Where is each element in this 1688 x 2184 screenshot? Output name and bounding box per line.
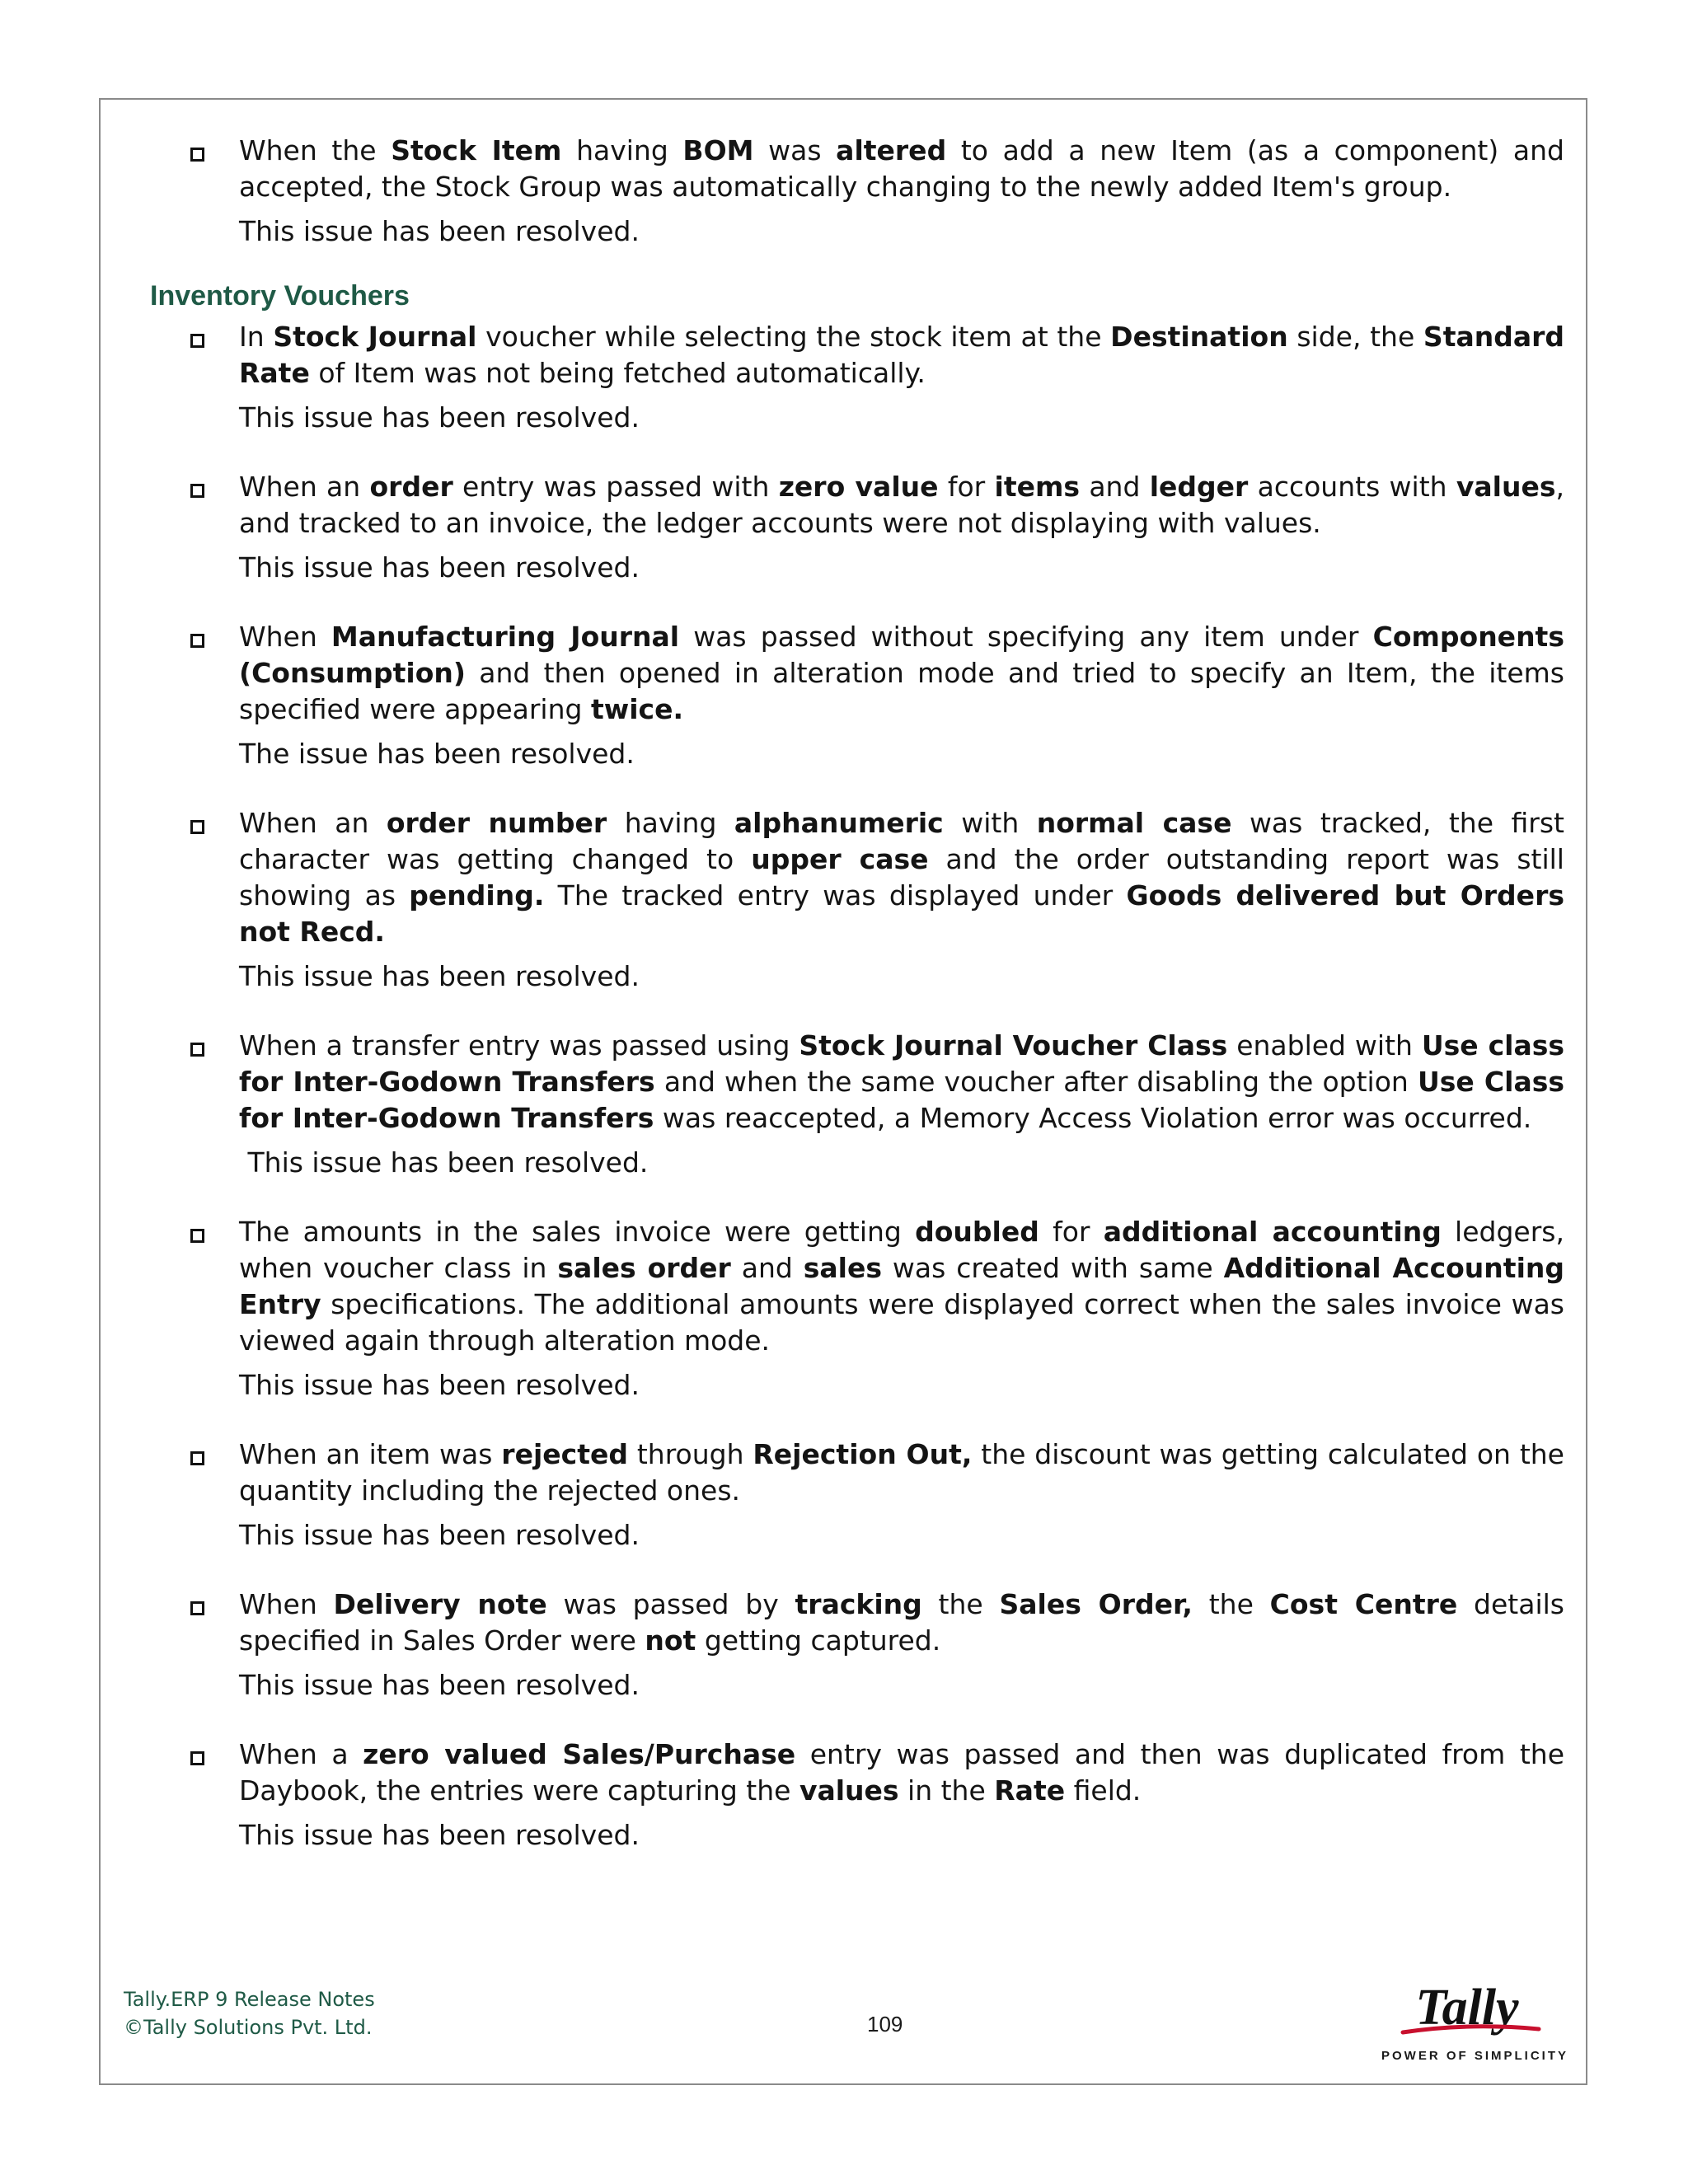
resolution-text: This issue has been resolved. [239,1369,640,1401]
square-bullet-icon [190,1229,204,1243]
issue-text: When a zero valued Sales/Purchase entry was passed and then was duplicated from the Daybook, the entries were capturing the values in the Rate field. [239,1738,1564,1807]
issue-text: When a transfer entry was passed using Stock Journal Voucher Class enabled with Use class for Inter-Godown Transfers and when the same voucher after disabling the option Use Class for Inter-Godown Transfers was reaccepted, a Memory Access Violation error was occurred. [239,1029,1565,1134]
list-item [150,319,1564,436]
page-content [150,133,1564,1854]
square-bullet-icon [190,148,204,162]
resolution-text: This issue has been resolved. [239,1669,640,1701]
square-bullet-icon [190,1601,204,1615]
issue-text: When the Stock Item having BOM was altered to add a new Item (as a component) and accepted, the Stock Group was automatically changing to the newly added Item's group. [239,134,1564,203]
page-number: 109 [867,2012,903,2036]
logo-wordmark: Tally [1415,1980,1519,2036]
list-item [150,133,1564,250]
square-bullet-icon [190,334,204,348]
section-heading: Inventory Vouchers [150,280,410,312]
issue-text: The amounts in the sales invoice were getting doubled for additional accounting ledgers, when voucher class in sales order and sales was created with same Additional Accounting Entry specifications. The additional amounts were displayed correct when the sales invoice was viewed again through alteration mode. [239,1216,1564,1357]
footer-copyright: ©Tally Solutions Pvt. Ltd. [124,2016,373,2039]
footer-notes [124,1985,375,2041]
tally-logo-icon [1370,1975,1568,2053]
issue-text: In Stock Journal voucher while selecting the stock item at the Destination side, the Standard Rate of Item was not being fetched automatically. [239,321,1565,389]
resolution-text: This issue has been resolved. [239,551,640,583]
issue-text: When an item was rejected through Rejection Out, the discount was getting calculated on the quantity including the rejected ones. [239,1438,1564,1507]
top-issue-list [150,133,1564,250]
list-item [150,1214,1564,1404]
footer-title: Tally.ERP 9 Release Notes [124,1988,375,2011]
page-frame [99,98,1587,2085]
resolution-text: This issue has been resolved. [239,1146,649,1179]
square-bullet-icon [190,820,204,834]
resolution-text: The issue has been resolved. [239,738,635,770]
list-item [150,1586,1564,1704]
resolution-text: This issue has been resolved. [239,401,640,434]
list-item [150,1436,1564,1554]
issue-text: When Delivery note was passed by tracking the Sales Order, the Cost Centre details specified in Sales Order were not getting captured. [239,1588,1564,1657]
resolution-text: This issue has been resolved. [239,1519,640,1551]
list-item [150,619,1564,772]
list-item [150,1028,1564,1181]
tally-logo [1370,1975,1568,2057]
square-bullet-icon [190,1751,204,1765]
square-bullet-icon [190,1451,204,1465]
issue-text: When Manufacturing Journal was passed without specifying any item under Components (Consumption) and then opened in alteration mode and tried to specify an Item, the items specified were appearing twice. [239,621,1564,725]
list-item [150,805,1564,995]
resolution-text: This issue has been resolved. [239,1819,640,1851]
issue-text: When an order entry was passed with zero value for items and ledger accounts with values, and tracked to an invoice, the ledger accounts were not displaying with values. [239,471,1564,539]
list-item [150,469,1564,586]
square-bullet-icon [190,1043,204,1057]
square-bullet-icon [190,484,204,498]
resolution-text: This issue has been resolved. [239,215,640,247]
resolution-text: This issue has been resolved. [239,960,640,992]
list-item [150,1736,1564,1854]
logo-tagline: POWER OF SIMPLICITY [1381,2049,1569,2063]
issue-text: When an order number having alphanumeric with normal case was tracked, the first character was getting changed to upper case and the order outstanding report was still showing as pending. The tracked entry was displayed under Goods delivered but Orders not Recd. [239,807,1564,948]
issue-list [150,319,1564,1854]
square-bullet-icon [190,634,204,648]
